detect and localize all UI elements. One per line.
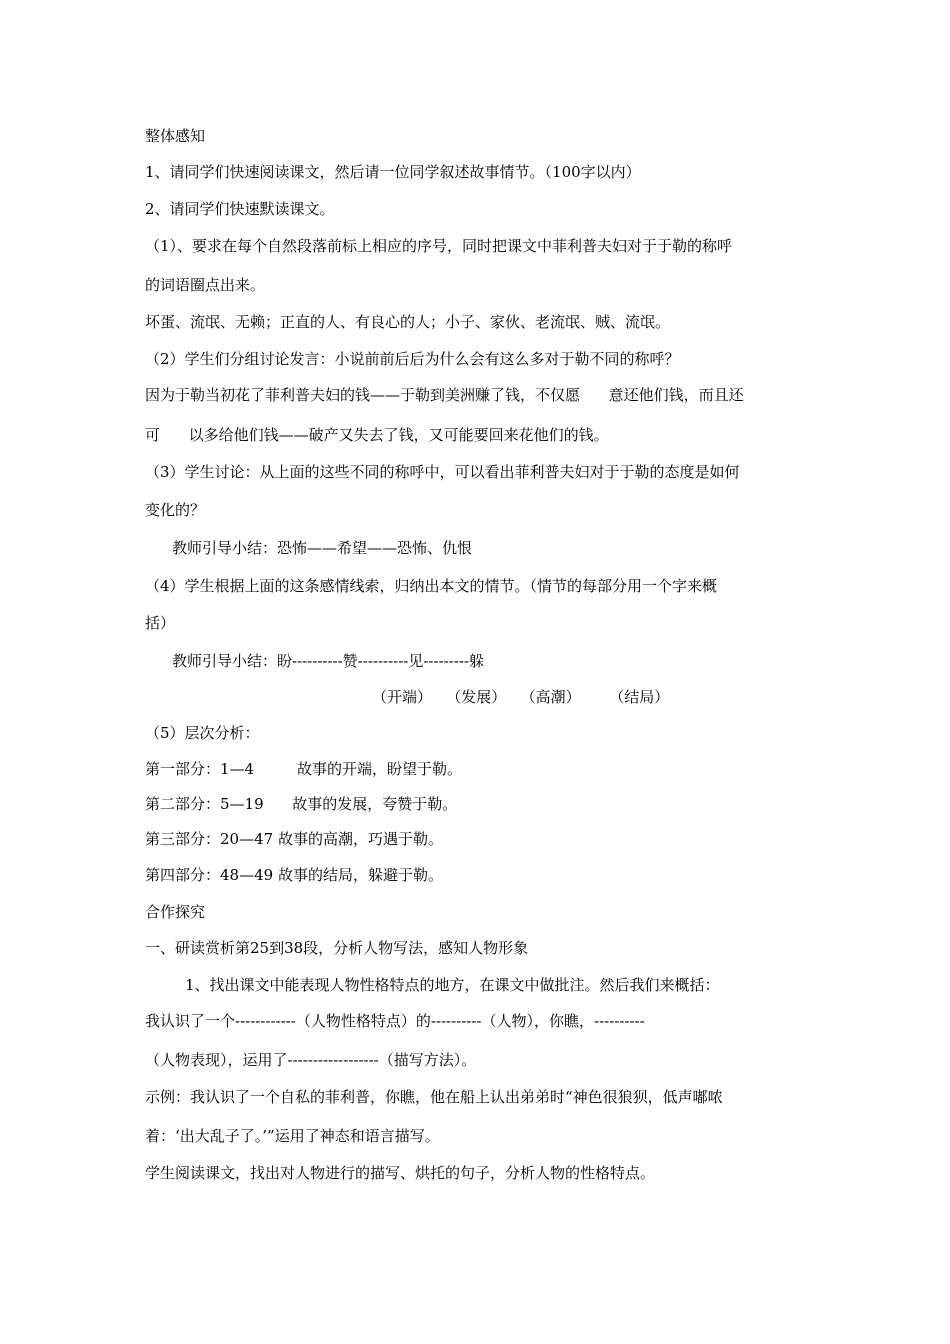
plot-stage-labels: （开端） （发展） （高潮） （结局） — [372, 688, 670, 706]
paragraph-line: 括） — [145, 614, 176, 632]
paragraph-line: （1）、要求在每个自然段落前标上相应的序号，同时把课文中菲利普夫妇对于于勒的称呼 — [145, 237, 733, 255]
structure-part-line: 第二部分：5—19 故事的发展，夸赞于勒。 — [145, 795, 458, 813]
paragraph-line: 变化的？ — [145, 501, 206, 519]
teacher-summary-line: 教师引导小结：盼----------赞----------见---------躲 — [172, 652, 484, 670]
paragraph-line: 学生阅读课文，找出对人物进行的描写、烘托的句子，分析人物的性格特点。 — [145, 1164, 656, 1182]
example-line: 着：‘出大乱子了。’”运用了神态和语言描写。 — [145, 1127, 440, 1145]
structure-part-line: 第一部分：1—4 故事的开端，盼望于勒。 — [145, 760, 463, 778]
structure-part-line: 第四部分：48—49 故事的结局，躲避于勒。 — [145, 866, 443, 884]
paragraph-line: （2）学生们分组讨论发言：小说前前后后为什么会有这么多对于勒不同的称呼？ — [145, 350, 680, 368]
paragraph-line: （3）学生讨论：从上面的这些不同的称呼中，可以看出菲利普夫妇对于于勒的态度是如何 — [145, 463, 740, 481]
fill-in-template-line: （人物表现），运用了------------------（描写方法）。 — [145, 1051, 477, 1069]
paragraph-line: 2、请同学们快速默读课文。 — [145, 200, 335, 218]
fill-in-template-line: 我认识了一个------------（人物性格特点）的----------（人物），你瞧，---------- — [145, 1012, 645, 1030]
paragraph-line: 的词语圈点出来。 — [145, 276, 266, 294]
paragraph-line: 因为于勒当初花了菲利普夫妇的钱——于勒到美洲赚了钱，不仅愿 意还他们钱，而且还 — [145, 386, 744, 404]
section-heading-cooperative-inquiry: 合作探究 — [145, 903, 206, 921]
paragraph-line: 1、请同学们快速阅读课文，然后请一位同学叙述故事情节。（100字以内） — [145, 163, 641, 181]
example-line: 示例：我认识了一个自私的菲利普，你瞧，他在船上认出弟弟时“神色很狼狈，低声嘟哝 — [145, 1088, 723, 1106]
paragraph-line: 坏蛋、流氓、无赖；正直的人、有良心的人；小子、家伙、老流氓、贼、流氓。 — [145, 313, 671, 331]
paragraph-line: 1、找出课文中能表现人物性格特点的地方，在课文中做批注。然后我们来概括： — [185, 976, 720, 994]
teacher-summary-line: 教师引导小结：恐怖——希望——恐怖、仇恨 — [172, 539, 473, 557]
paragraph-line: 一、研读赏析第25到38段，分析人物写法，感知人物形象 — [145, 939, 529, 957]
structure-part-line: 第三部分：20—47 故事的高潮，巧遇于勒。 — [145, 830, 443, 848]
paragraph-line: 可 以多给他们钱——破产又失去了钱，又可能要回来花他们的钱。 — [145, 426, 609, 444]
section-heading-overall-perception: 整体感知 — [145, 127, 206, 145]
paragraph-line: （4）学生根据上面的这条感情线索，归纳出本文的情节。（情节的每部分用一个字来概 — [145, 577, 718, 595]
paragraph-line: （5）层次分析： — [145, 724, 260, 742]
